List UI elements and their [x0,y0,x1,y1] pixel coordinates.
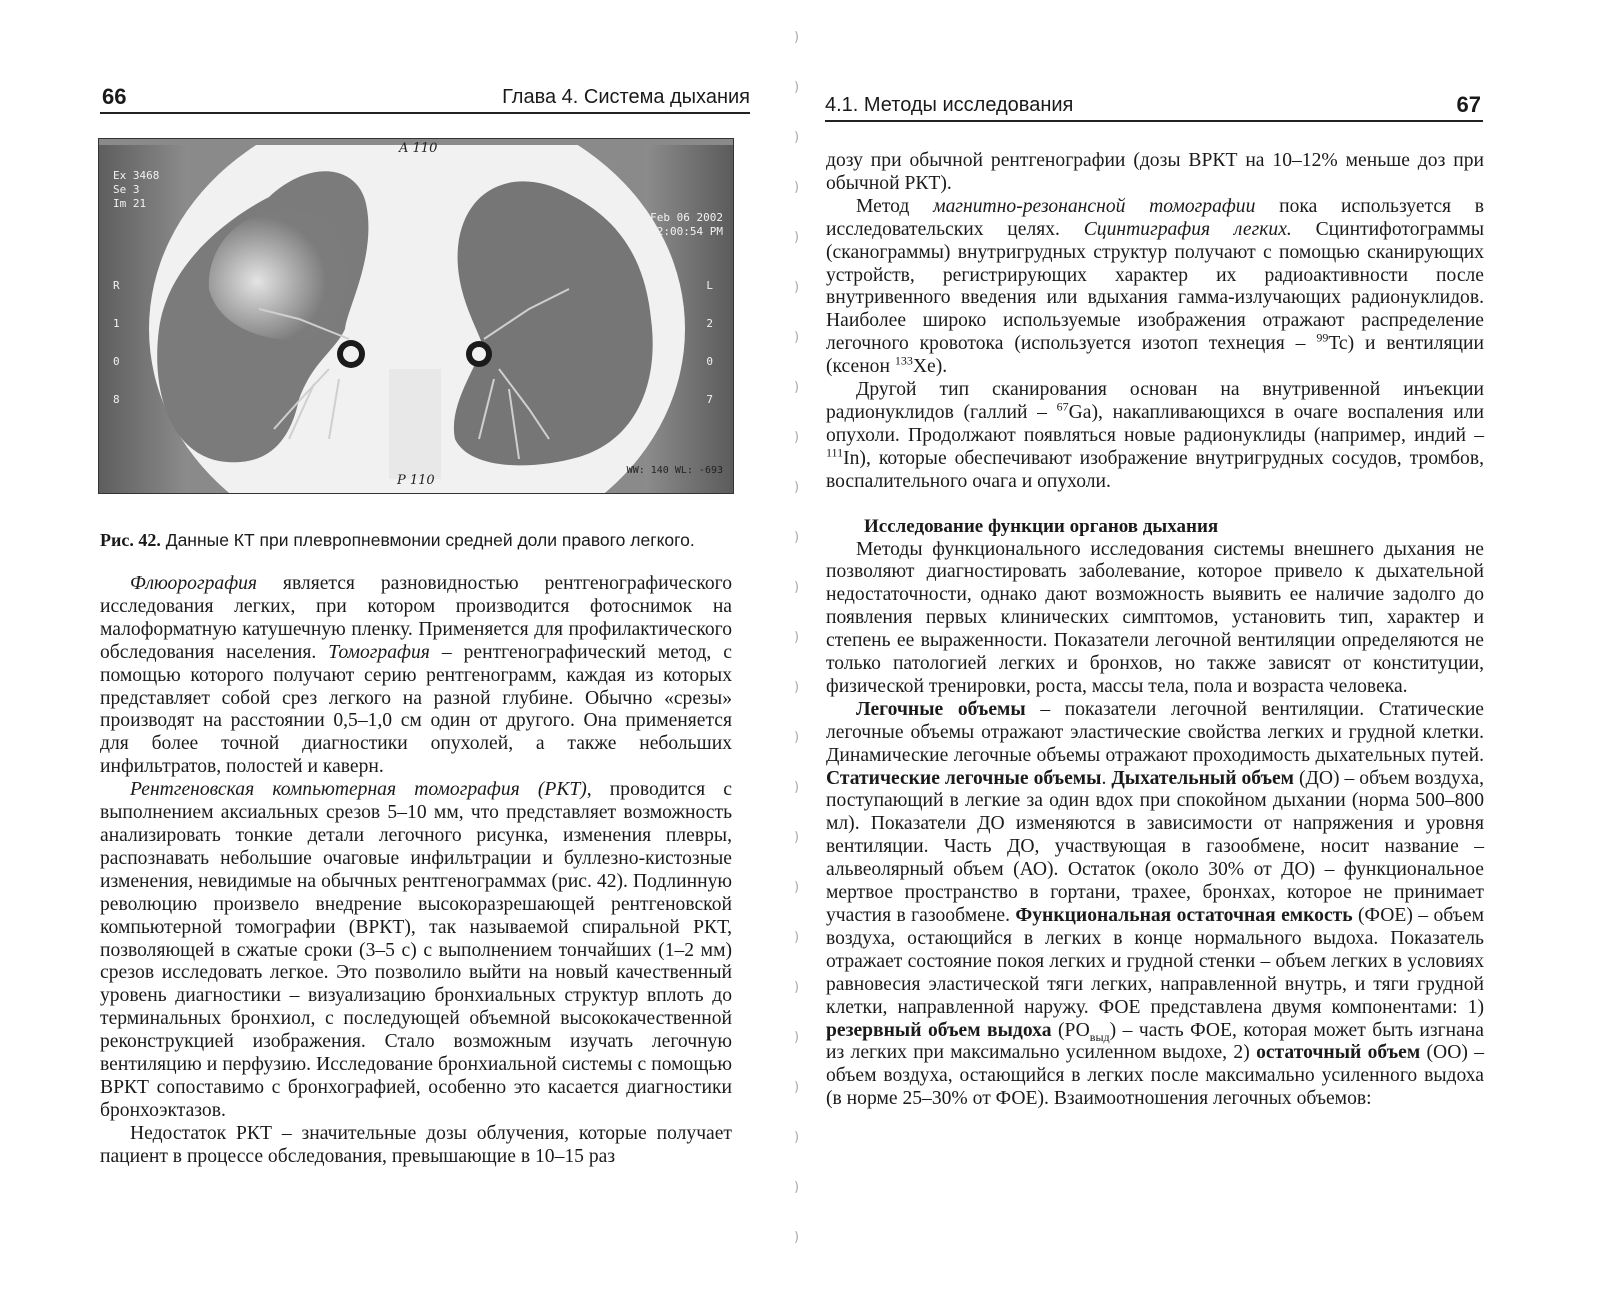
page-number: 66 [102,84,127,109]
figure-caption [100,530,750,551]
paragraph: дозу при обычной рентгенографии (дозы ВРКТ на 10–12% меньше доз при обычной РКТ). [826,150,1484,194]
running-header [100,84,750,114]
ct-scan-drawing [99,139,734,494]
paragraph: Недостаток РКТ – значительные дозы облучения, которые получает пациент в процессе обследования, превышающие в 10–15 раз [100,1122,732,1167]
ct-overlay-date: Feb 06 2002 02:00:54 PM [650,211,723,238]
paragraph: Другой тип сканирования основан на внутривенной инъекции радионуклидов (галлий – $^{67}$Ga), накапливающихся в очаге воспаления или опухоли. Продолжают появляться новые радионуклиды (например, индий – $^{111}$In), которые обеспечивают изображение внутригрудных сосудов, тромбов, воспалительного очага и опухоли. [826,379,1484,492]
ct-scan-image [98,138,734,494]
header-rule [100,112,750,114]
right-body-text [826,150,1484,1111]
section-heading: Исследование функции органов дыхания [864,515,1219,537]
page-number: 67 [1456,92,1481,117]
left-body-text [100,573,732,1169]
ct-window-level: WW: 140 WL: -693 [626,465,723,476]
left-page [0,0,790,1304]
running-header [825,92,1483,122]
paragraph: Рентгеновская компьютерная томография (РКТ), проводится с выполнением аксиальных срезов 5–10 мм, что представляет возможность анализировать тонкие детали легочного рисунка, изменения плевры, распознавать небольшие очаговые инфильтрации и буллезно-кистозные изменения, невидимые на обычных рентгенограммах (рис. 42). Подлинную революцию произвело внедрение высокоразрешающей рентгеновской компьютерной томографии (ВРКТ), так называемой спиральной РКТ, позволяющей в сжатые сроки (3–5 с) с выполнением тончайших (1–2 мм) срезов исследовать легкое. Это позволило выйти на новый качественный уровень диагностики – визуализацию бронхиальных структур вплоть до терминальных бронхиол, с последующей объемной высококачественной реконструкцией изображения. Стало возможным изучать легочную вентиляцию и перфузию. Исследование бронхиальной системы с помощью ВРКТ сопоставимо с бронхографией, особенно это касается диагностики бронхоэктазов. [100,779,732,1121]
book-gutter: ) ) ) ) ) ) ) ) ) ) ) ) ) ) ) ) ) ) ) ) ) ) ) ) ) [794,30,800,1245]
paragraph: Легочные объемы – показатели легочной вентиляции. Статические легочные объемы отражают эластические свойства легких и грудной клетки. Динамические легочные объемы отражают проходимость дыхательных путей. Статические легочные объемы. Дыхательный объем (ДО) – объем воздуха, поступающий в легкие за один вдох при спокойном дыхании (норма 500–800 мл). Показатели ДО изменяются в зависимости от напряжения и уровня вентиляции. Часть ДО, участвующая в газообмене, носит название – альвеолярный объем (АО). Остаток (около 30% от ДО) – функциональное мертвое пространство в гортани, трахее, бронхах, которое не принимает участия в газообмене. Функциональная остаточная емкость (ФОЕ) – объем воздуха, остающийся в легких в конце нормального выдоха. Показатель отражает состояние покоя легких и грудной стенки – объем легких в условиях равновесия эластической тяги легких, направленной внутрь, и тяги грудной клетки, направленной наружу. ФОЕ представлена двумя компонентами: 1) резервный объем выдоха $(РО_{выд})$ – часть ФОЕ, которая может быть изгнана из легких при максимально усиленном выдохе, 2) остаточный объем (ОО) – объем воздуха, остающийся в легких после максимально усиленного выдоха (в норме 25–30% от ФОЕ). Взаимоотношения легочных объемов: [826,698,1485,1110]
header-rule [825,120,1483,122]
right-page [805,0,1600,1304]
ct-overlay-series: Ex 3468 Se 3 Im 21 [113,169,160,210]
running-title: Глава 4. Система дыхания [502,86,750,108]
running-title: 4.1. Методы исследования [825,94,1074,116]
ct-orient-anterior: A 110 [399,141,438,156]
caption-label: Рис. 42. [100,530,161,550]
paragraph: Метод магнитно-резонансной томографии пока используется в исследовательских целях. Сцинтиграфия легких. Сцинтифотограммы (сканограммы) внутригрудных структур получают с помощью сканирующих устройств, регистрирующих характер их радиоактивности после внутривенного введения или вдыхания гамма-излучающих радионуклидов. Наиболее широко используемые изображения отражают распределение легочного кровотока (используется изотоп технеция – $^{99}$Tc) и вентиляции (ксенон $^{133}$Xe). [826,195,1485,378]
caption-text: Данные КТ при плевропневмонии средней доли правого легкого. [160,530,695,550]
ct-orient-posterior: P 110 [397,473,435,488]
ct-orient-right: L 2 0 7 [706,279,713,406]
paragraph: Методы функционального исследования системы внешнего дыхания не позволяют диагностировать заболевание, которое привело к дыхательной недостаточности, однако дают возможность выявить ее наличие задолго до появления первых клинических симптомов, установить тип, характер и степень ее выраженности. Показатели легочной вентиляции определяются не только патологией легких и бронхов, но также зависят от конституции, физической тренировки, роста, массы тела, пола и возраста человека. [826,538,1484,697]
ct-orient-left: R 1 0 8 [113,279,120,406]
paragraph: Флюорография является разновидностью рентгенографического исследования легких, при котором производится фотоснимок на малоформатную катушечную пленку. Применяется для профилактического обследования населения. Томография – рентгенографический метод, с помощью которого получают серию рентгенограмм, каждая из которых представляет собой срез легкого на разной глубине. Обычно «срезы» производят на расстоянии 0,5–1,0 см один от другого. Она применяется для более точной диагностики опухолей, а также небольших инфильтратов, полостей и каверн. [100,573,732,778]
